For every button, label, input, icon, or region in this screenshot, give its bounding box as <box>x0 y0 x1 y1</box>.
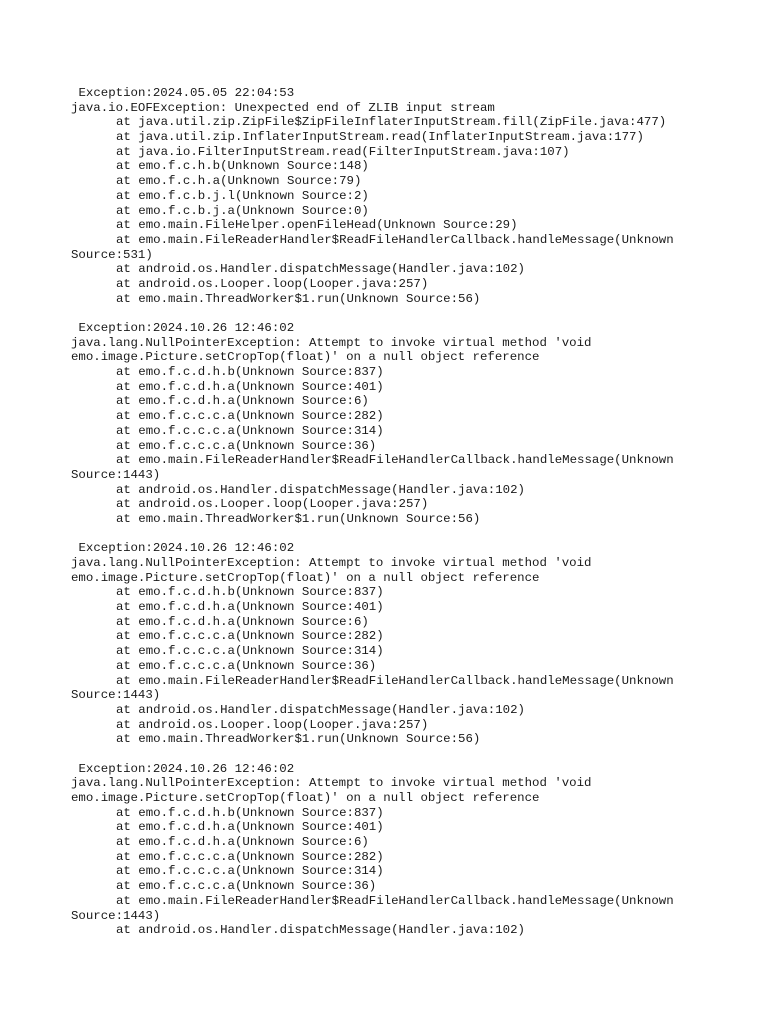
stack-frame: at emo.main.FileHelper.openFileHead(Unknown Source:29) <box>116 218 518 233</box>
stack-frame: at android.os.Handler.dispatchMessage(Handler.java:102) <box>116 482 525 497</box>
stack-frame: at emo.f.c.c.c.a(Unknown Source:314) <box>116 864 384 879</box>
exception-timestamp: Exception:2024.10.26 12:46:02 <box>78 321 295 335</box>
exception-message: java.io.EOFException: Unexpected end of ZLIB input stream <box>71 100 495 115</box>
stack-frame: at emo.f.c.d.h.a(Unknown Source:401) <box>116 600 384 615</box>
stack-frame: at emo.main.ThreadWorker$1.run(Unknown Source:56) <box>116 732 481 747</box>
exception-entry <box>71 86 761 306</box>
exception-timestamp: Exception:2024.05.05 22:04:53 <box>78 86 295 100</box>
stack-frame: at emo.f.c.c.c.a(Unknown Source:314) <box>116 423 384 438</box>
stack-frame: at emo.f.c.d.h.a(Unknown Source:401) <box>116 379 384 394</box>
stack-frame: at emo.main.FileReaderHandler$ReadFileHandlerCallback.handleMessage(Unknown <box>116 893 674 908</box>
stack-frame: at android.os.Handler.dispatchMessage(Handler.java:102) <box>116 702 525 717</box>
stack-frame: at android.os.Looper.loop(Looper.java:257) <box>116 497 429 512</box>
stack-frame: at emo.f.c.d.h.b(Unknown Source:837) <box>116 365 384 380</box>
exception-message: emo.image.Picture.setCropTop(float)' on a null object reference <box>71 570 540 585</box>
stack-frame: at emo.f.c.c.c.a(Unknown Source:282) <box>116 629 384 644</box>
stack-frame: at emo.f.c.d.h.b(Unknown Source:837) <box>116 805 384 820</box>
stack-frame: at emo.f.c.d.h.a(Unknown Source:6) <box>116 614 369 629</box>
stack-frame: at java.util.zip.ZipFile$ZipFileInflaterInputStream.fill(ZipFile.java:477) <box>116 115 667 130</box>
stack-frame: at emo.f.c.b.j.a(Unknown Source:0) <box>116 203 369 218</box>
stack-frame-continuation: Source:531) <box>71 247 153 262</box>
stack-frame: at emo.main.ThreadWorker$1.run(Unknown Source:56) <box>116 511 481 526</box>
stack-frame: at emo.main.FileReaderHandler$ReadFileHandlerCallback.handleMessage(Unknown <box>116 453 674 468</box>
exception-message: emo.image.Picture.setCropTop(float)' on a null object reference <box>71 350 540 365</box>
exception-message: emo.image.Picture.setCropTop(float)' on a null object reference <box>71 791 540 805</box>
exception-timestamp: Exception:2024.10.26 12:46:02 <box>78 541 295 556</box>
stack-frame: at android.os.Handler.dispatchMessage(Handler.java:102) <box>116 262 525 277</box>
exception-entry <box>71 541 761 747</box>
stack-frame: at android.os.Looper.loop(Looper.java:257) <box>116 276 429 291</box>
stack-frame: at emo.f.c.c.c.a(Unknown Source:282) <box>116 849 384 864</box>
exception-entry <box>71 762 761 938</box>
stack-frame: at java.util.zip.InflaterInputStream.read(InflaterInputStream.java:177) <box>116 130 644 145</box>
stack-frame: at java.io.FilterInputStream.read(FilterInputStream.java:107) <box>116 144 570 159</box>
stack-frame-continuation: Source:1443) <box>71 467 161 482</box>
exception-entry <box>71 321 761 527</box>
stack-frame: at android.os.Looper.loop(Looper.java:257) <box>116 717 429 732</box>
exception-log <box>71 86 761 953</box>
exception-message: java.lang.NullPointerException: Attempt to invoke virtual method 'void <box>71 776 592 791</box>
stack-frame: at emo.main.FileReaderHandler$ReadFileHandlerCallback.handleMessage(Unknown <box>116 673 674 688</box>
stack-frame: at emo.f.c.b.j.l(Unknown Source:2) <box>116 188 369 203</box>
stack-frame: at emo.f.c.c.c.a(Unknown Source:314) <box>116 644 384 659</box>
stack-frame: at emo.f.c.d.h.a(Unknown Source:6) <box>116 394 369 409</box>
stack-frame: at emo.f.c.c.c.a(Unknown Source:282) <box>116 409 384 424</box>
stack-frame: at emo.main.ThreadWorker$1.run(Unknown Source:56) <box>116 291 481 306</box>
stack-frame-continuation: Source:1443) <box>71 908 161 923</box>
stack-frame: at emo.main.FileReaderHandler$ReadFileHandlerCallback.handleMessage(Unknown <box>116 232 674 247</box>
stack-frame: at emo.f.c.h.b(Unknown Source:148) <box>116 159 369 174</box>
stack-frame: at emo.f.c.d.h.a(Unknown Source:6) <box>116 835 369 850</box>
stack-frame: at emo.f.c.d.h.a(Unknown Source:401) <box>116 820 384 835</box>
stack-frame: at emo.f.c.d.h.b(Unknown Source:837) <box>116 585 384 600</box>
stack-frame: at android.os.Handler.dispatchMessage(Handler.java:102) <box>116 923 525 938</box>
stack-frame: at emo.f.c.c.c.a(Unknown Source:36) <box>116 438 377 453</box>
stack-frame-continuation: Source:1443) <box>71 688 161 703</box>
stack-frame: at emo.f.c.c.c.a(Unknown Source:36) <box>116 879 377 894</box>
exception-timestamp: Exception:2024.10.26 12:46:02 <box>78 761 295 776</box>
exception-message: java.lang.NullPointerException: Attempt to invoke virtual method 'void <box>71 335 592 350</box>
exception-message: java.lang.NullPointerException: Attempt to invoke virtual method 'void <box>71 556 592 570</box>
stack-frame: at emo.f.c.c.c.a(Unknown Source:36) <box>116 658 377 673</box>
stack-frame: at emo.f.c.h.a(Unknown Source:79) <box>116 174 362 189</box>
